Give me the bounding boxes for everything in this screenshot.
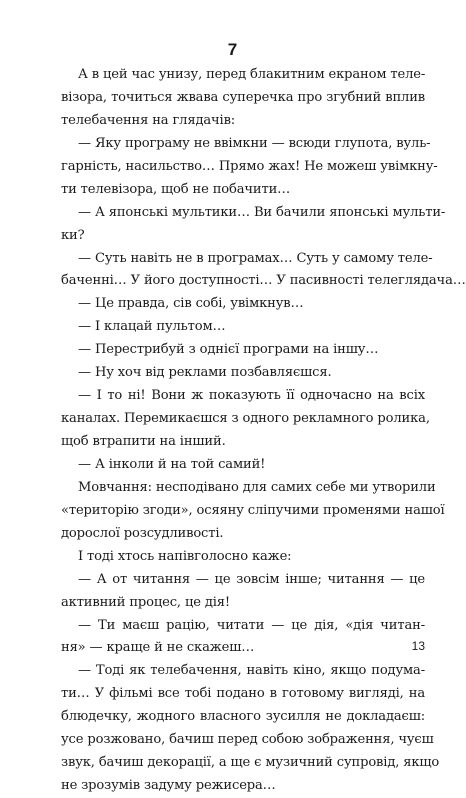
text-line: Мовчання: несподівано для самих себе ми утворили: [78, 479, 436, 495]
text-line: блюдечку, жодного власного зусилля не докладаєш:: [61, 709, 425, 725]
text-line: ки?: [61, 227, 85, 243]
text-line: гарність, насильство… Прямо жах! Не можеш увімкну-: [61, 158, 438, 174]
text-line: — Перестрибуй з однієї програми на іншу…: [78, 342, 379, 358]
text-line: візора, точиться жвава суперечка про згубний вплив: [61, 89, 425, 105]
text-line: — Тоді як телебачення, навіть кіно, якщо подума-: [78, 663, 425, 679]
text-line: А в цей час унизу, перед блакитним екраном теле-: [78, 67, 426, 82]
text-line: — А от читання — це зовсім інше; читання — це: [78, 571, 425, 587]
text-line: звук, бачиш декорації, а ще є музичний супровід, якщо: [61, 755, 440, 771]
text-line: — Ну хоч від реклами позбавляєшся.: [78, 365, 332, 381]
page-number: 13: [411, 639, 425, 653]
text-line: — Яку програму не ввімкни — всюди глупота, вуль-: [78, 135, 431, 151]
text-line: — Суть навіть не в програмах… Суть у самому теле-: [78, 250, 433, 266]
text-line: щоб втрапити на інший.: [61, 434, 226, 449]
text-line: — Ти маєш рацію, читати — це дія, «дія читан-: [78, 617, 425, 633]
text-line: активний процес, це дія!: [61, 594, 230, 610]
chapter-body-text: [61, 64, 466, 798]
chapter-number: 7: [227, 40, 238, 59]
text-line: — І то ні! Вони ж показують її одночасно на всіх: [78, 388, 425, 404]
text-line: каналах. Перемикаєшся з одного рекламного ролика,: [61, 411, 430, 427]
text-line: ти телевізора, щоб не побачити…: [61, 181, 291, 197]
text-line: телебачення на глядачів:: [61, 112, 236, 128]
text-line: ня» — краще й не скажеш…: [61, 640, 255, 656]
text-line: «територію згоди», осяяну сліпучими променями нашої: [61, 502, 445, 518]
text-line: ти… У фільмі все тобі подано в готовому вигляді, на: [61, 686, 425, 702]
text-line: — І клацай пультом…: [78, 319, 226, 335]
text-line: дорослої розсудливості.: [61, 525, 224, 541]
text-line: — Це правда, сів собі, увімкнув…: [78, 296, 304, 312]
text-line: — А японські мультики… Ви бачили японські мульти-: [78, 204, 446, 220]
text-line: усе розжовано, бачиш перед собою зображення, чуєш: [61, 732, 434, 748]
text-line: — А інколи й на той самий!: [78, 456, 266, 472]
text-line: не зрозумів задуму режисера…: [61, 778, 276, 794]
text-line: баченні… У його доступності… У пасивності телеглядача…: [61, 273, 466, 289]
text-line: І тоді хтось напівголосно каже:: [78, 548, 292, 564]
